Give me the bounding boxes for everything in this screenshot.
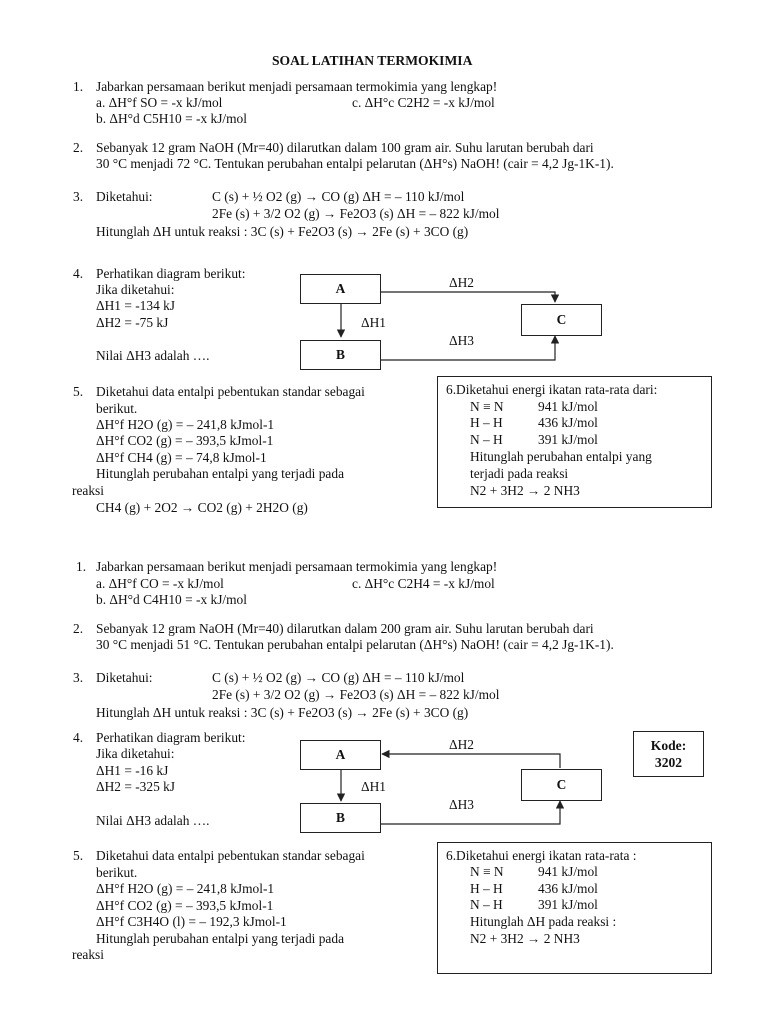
s2-q4-question: Nilai ΔH3 adalah ….	[96, 813, 210, 828]
s1-q5-equation: CH4 (g) + 2O2 → CO2 (g) + 2H2O (g)	[96, 500, 308, 515]
s2-q1-option-b: b. ΔH°d C4H10 = -x kJ/mol	[96, 592, 247, 607]
s2-q5-line2: berikut.	[96, 865, 138, 880]
s1-q5-data-2: ΔH°f CO2 (g) = – 393,5 kJmol-1	[96, 433, 274, 448]
s2-q6-line1: 6.Diketahui energi ikatan rata-rata :	[446, 848, 637, 863]
s2-q5-line1: Diketahui data entalpi pebentukan standar sebagai	[96, 848, 365, 863]
s2-q6-line2: Hitunglah ΔH pada reaksi :	[470, 914, 617, 929]
s1-q6-bond-3: N – H	[470, 432, 503, 447]
s1-diagram-node-c: C	[521, 304, 602, 336]
s2-arrow-c-to-a	[382, 754, 560, 768]
s2-q1-option-a: a. ΔH°f CO = -x kJ/mol	[96, 576, 224, 591]
s2-q1-number: 1.	[76, 559, 87, 574]
s1-q1-option-a: a. ΔH°f SO = -x kJ/mol	[96, 95, 223, 110]
s1-q4-line1: Perhatikan diagram berikut:	[96, 266, 246, 281]
s1-q6-line3: terjadi pada reaksi	[470, 466, 569, 481]
s2-q2-line2: 30 °C menjadi 51 °C. Tentukan perubahan entalpi pelarutan (ΔH°s) NaOH! (cair = 4,2 Jg-1K-1).	[96, 637, 614, 652]
s1-q6-value-2: 436 kJ/mol	[538, 415, 598, 430]
s2-q5-line4: reaksi	[72, 947, 104, 962]
s1-q1-option-b: b. ΔH°d C5H10 = -x kJ/mol	[96, 111, 247, 126]
s2-q1-option-c: c. ΔH°c C2H4 = -x kJ/mol	[352, 576, 495, 591]
s1-q6-line2: Hitunglah perubahan entalpi yang	[470, 449, 652, 464]
s1-q4-dh2: ΔH2 = -75 kJ	[96, 315, 169, 330]
s1-arrow-a-to-c	[380, 292, 555, 302]
s2-q4-line1: Perhatikan diagram berikut:	[96, 730, 246, 745]
s2-q5-data-1: ΔH°f H2O (g) = – 241,8 kJmol-1	[96, 881, 275, 896]
s1-q5-line2: berikut.	[96, 401, 138, 416]
s1-q6-bond-2: H – H	[470, 415, 503, 430]
s1-q4-dh1: ΔH1 = -134 kJ	[96, 298, 176, 313]
s2-diagram-label-dh3: ΔH3	[449, 797, 474, 812]
s2-diagram-label-dh2: ΔH2	[449, 737, 474, 752]
s2-q6-bond-2: H – H	[470, 881, 503, 896]
s1-q5-data-1: ΔH°f H2O (g) = – 241,8 kJmol-1	[96, 417, 275, 432]
s1-q6-bond-1: N ≡ N	[470, 399, 504, 414]
s1-q5-number: 5.	[73, 384, 84, 399]
s2-diagram-node-a: A	[300, 740, 381, 770]
s1-q6-value-3: 391 kJ/mol	[538, 432, 598, 447]
s1-q6-value-1: 941 kJ/mol	[538, 399, 598, 414]
s1-q1-text: Jabarkan persamaan berikut menjadi persamaan termokimia yang lengkap!	[96, 79, 498, 94]
s2-q5-number: 5.	[73, 848, 84, 863]
s1-q5-data-3: ΔH°f CH4 (g) = – 74,8 kJmol-1	[96, 450, 267, 465]
s1-arrow-b-to-c	[380, 333, 555, 360]
s1-q1-number: 1.	[73, 79, 84, 94]
s2-q4-number: 4.	[73, 730, 84, 745]
s2-q3-label: Diketahui:	[96, 670, 153, 685]
s1-q5-line4: reaksi	[72, 483, 104, 498]
s1-q6-equation: N2 + 3H2 → 2 NH3	[470, 483, 580, 498]
s1-q4-question: Nilai ΔH3 adalah ….	[96, 348, 210, 363]
s1-diagram-label-dh3: ΔH3	[449, 333, 474, 348]
s1-q3-number: 3.	[73, 189, 84, 204]
s2-q6-value-1: 941 kJ/mol	[538, 864, 598, 879]
s2-q3-equation-1: C (s) + ½ O2 (g) → CO (g) ΔH = – 110 kJ/mol	[212, 670, 465, 685]
s1-q3-label: Diketahui:	[96, 189, 153, 204]
s2-diagram-node-c: C	[521, 769, 602, 801]
s2-q5-data-2: ΔH°f CO2 (g) = – 393,5 kJmol-1	[96, 898, 274, 913]
s1-q5-line1: Diketahui data entalpi pebentukan standar sebagai	[96, 384, 365, 399]
s2-diagram-node-b: B	[300, 803, 381, 833]
s2-q1-text: Jabarkan persamaan berikut menjadi persamaan termokimia yang lengkap!	[96, 559, 498, 574]
s2-q3-number: 3.	[73, 670, 84, 685]
s1-diagram-label-dh2: ΔH2	[449, 275, 474, 290]
s1-q3-equation-1: C (s) + ½ O2 (g) → CO (g) ΔH = – 110 kJ/mol	[212, 189, 465, 204]
s2-q5-data-3: ΔH°f C3H4O (l) = – 192,3 kJmol-1	[96, 914, 287, 929]
s1-q2-line2: 30 °C menjadi 72 °C. Tentukan perubahan entalpi pelarutan (ΔH°s) NaOH! (cair = 4,2 Jg-1K-1).	[96, 156, 614, 171]
kode-box	[633, 731, 704, 777]
s1-q5-line3: Hitunglah perubahan entalpi yang terjadi pada	[96, 466, 345, 481]
s1-diagram-node-a: A	[300, 274, 381, 304]
s2-q6-value-3: 391 kJ/mol	[538, 897, 598, 912]
s2-q6-value-2: 436 kJ/mol	[538, 881, 598, 896]
s2-q6-equation: N2 + 3H2 → 2 NH3	[470, 931, 580, 946]
s2-q4-dh2: ΔH2 = -325 kJ	[96, 779, 176, 794]
kode-label: Kode:	[650, 738, 687, 753]
kode-value: 3202	[654, 755, 683, 770]
s1-q6-line1: 6.Diketahui energi ikatan rata-rata dari:	[446, 382, 658, 397]
s1-diagram-label-dh1: ΔH1	[361, 315, 386, 330]
page-title: SOAL LATIHAN TERMOKIMIA	[272, 53, 473, 68]
s1-q2-number: 2.	[73, 140, 84, 155]
s2-q4-line2: Jika diketahui:	[96, 746, 175, 761]
s2-q4-dh1: ΔH1 = -16 kJ	[96, 763, 169, 778]
s2-q5-line3: Hitunglah perubahan entalpi yang terjadi pada	[96, 931, 345, 946]
s2-q6-bond-3: N – H	[470, 897, 503, 912]
s1-q3-question: Hitunglah ΔH untuk reaksi : 3C (s) + Fe2O3 (s) → 2Fe (s) + 3CO (g)	[96, 224, 469, 239]
s2-q3-question: Hitunglah ΔH untuk reaksi : 3C (s) + Fe2O3 (s) → 2Fe (s) + 3CO (g)	[96, 705, 469, 720]
s1-q4-number: 4.	[73, 266, 84, 281]
s2-diagram-label-dh1: ΔH1	[361, 779, 386, 794]
s1-diagram-node-b: B	[300, 340, 381, 370]
s2-q2-number: 2.	[73, 621, 84, 636]
s1-q3-equation-2: 2Fe (s) + 3/2 O2 (g) → Fe2O3 (s) ΔH = – 822 kJ/mol	[212, 206, 500, 221]
s1-q1-option-c: c. ΔH°c C2H2 = -x kJ/mol	[352, 95, 495, 110]
s1-q4-line2: Jika diketahui:	[96, 282, 175, 297]
s2-q3-equation-2: 2Fe (s) + 3/2 O2 (g) → Fe2O3 (s) ΔH = – 822 kJ/mol	[212, 687, 500, 702]
s2-q6-bond-1: N ≡ N	[470, 864, 504, 879]
s1-q2-line1: Sebanyak 12 gram NaOH (Mr=40) dilarutkan dalam 100 gram air. Suhu larutan berubah dari	[96, 140, 594, 155]
s2-q2-line1: Sebanyak 12 gram NaOH (Mr=40) dilarutkan dalam 200 gram air. Suhu larutan berubah dari	[96, 621, 594, 636]
